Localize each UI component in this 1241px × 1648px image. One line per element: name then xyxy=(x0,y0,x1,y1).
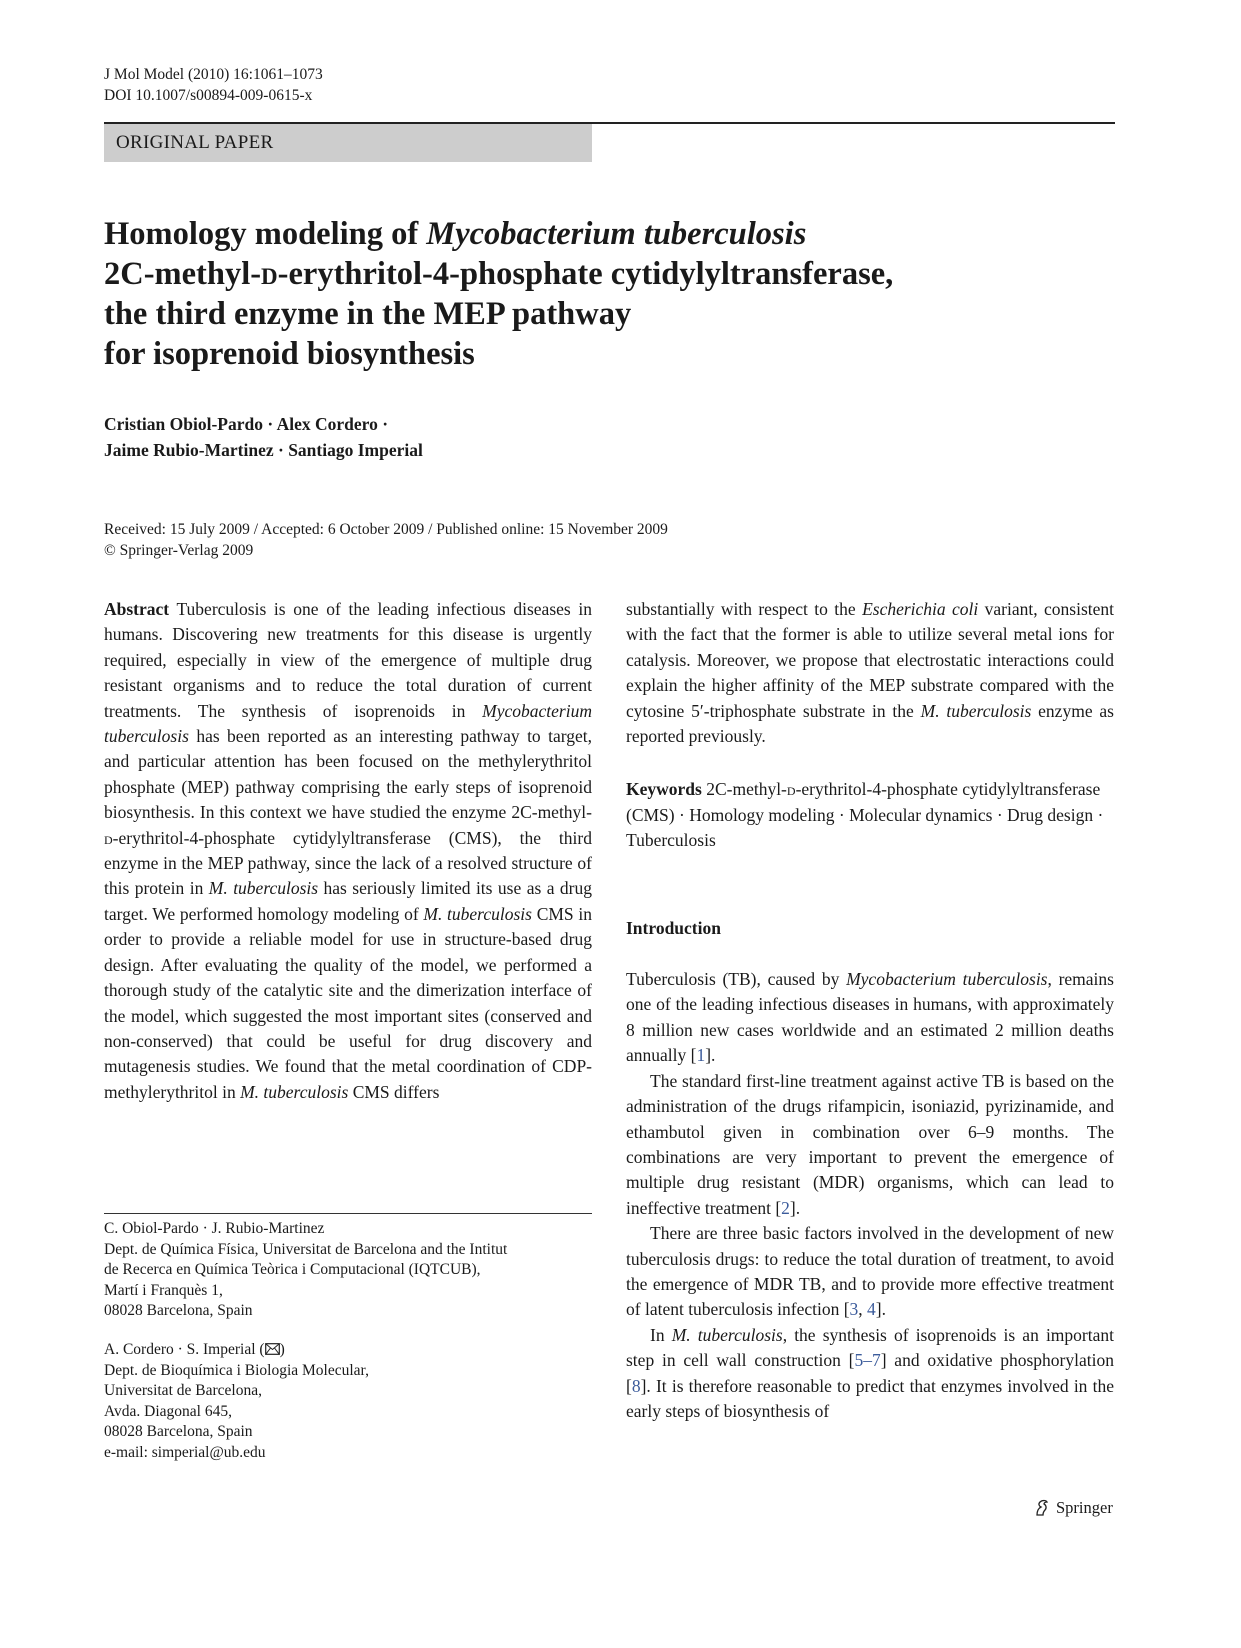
footnote-rule xyxy=(104,1213,592,1214)
doi: DOI 10.1007/s00894-009-0615-x xyxy=(104,87,313,104)
intro-paragraph-2 xyxy=(626,1069,1114,1221)
abstract-italic: M. tuberculosis xyxy=(240,1081,349,1102)
affiliation-text: A. Cordero · S. Imperial ( xyxy=(104,1340,265,1358)
abstract-italic: M. tuberculosis xyxy=(423,903,532,924)
abstract-italic: M. tuberculosis xyxy=(920,700,1032,721)
title-small-caps: d xyxy=(261,256,278,292)
intro-text: ]. xyxy=(705,1045,716,1066)
keywords-text: -erythritol-4-phosphate cytidylyltransferase (CMS) · Homology modeling · Molecular dynamics · Drug design · Tuberculosis xyxy=(626,779,1104,851)
intro-text: Tuberculosis (TB), caused by xyxy=(626,969,847,990)
intro-text: ] and oxidative phosphorylation [ xyxy=(626,1350,1114,1396)
citation-link[interactable]: 1 xyxy=(696,1045,706,1066)
affiliation-line: de Recerca en Química Teòrica i Computacional (IQTCUB), xyxy=(104,1261,481,1279)
abstract-italic: Escherichia coli xyxy=(862,599,979,619)
author-list xyxy=(104,411,423,463)
affiliation-line: Dept. de Bioquímica i Biologia Molecular, xyxy=(104,1361,369,1379)
title-species: Mycobacterium tuberculosis xyxy=(426,216,807,252)
affiliation-line: 08028 Barcelona, Spain xyxy=(104,1302,253,1320)
abstract-text: -erythritol-4-phosphate cytidylyltransferase (CMS), the third enzyme in the MEP pathway, since the lack of a resolved structure of this protein in xyxy=(104,827,592,899)
affiliations-footnote xyxy=(104,1219,592,1464)
title-line-2 xyxy=(104,254,1104,294)
abstract-text: substantially with respect to the xyxy=(626,599,863,619)
authors-line-2: Jaime Rubio-Martinez · Santiago Imperial xyxy=(104,440,423,460)
intro-paragraph-3 xyxy=(626,1221,1114,1323)
abstract-left-column xyxy=(104,597,592,1105)
abstract-text: has been reported as an interesting pathway to target, and particular attention has been focused on the methylerythritol phosphate (MEP) pathway comprising the early steps of isoprenoid biosynthesis. In this context we have studied the enzyme 2C-methyl- xyxy=(104,726,592,823)
received-accepted-published: Received: 15 July 2009 / Accepted: 6 October 2009 / Published online: 15 November 2009 xyxy=(104,521,668,538)
keywords-text: 2C-methyl- xyxy=(701,779,787,800)
citation-link[interactable]: 8 xyxy=(631,1375,641,1396)
intro-paragraph-1 xyxy=(626,967,1114,1069)
affiliation-line: 08028 Barcelona, Spain xyxy=(104,1423,253,1441)
title-line-1 xyxy=(104,214,1104,254)
section-tag xyxy=(104,124,592,162)
intro-italic: Mycobacterium tuberculosis xyxy=(846,969,1048,990)
abstract-text: Tuberculosis is one of the leading infectious diseases in humans. Discovering new treatments for this disease is urgently required, especially in view of the emergence of multiple drug resistant organisms and to reduce the total duration of current treatments. The synthesis of isoprenoids in xyxy=(104,599,592,721)
abstract-italic: Mycobacterium tuberculosis xyxy=(104,700,592,747)
citation-link[interactable]: 2 xyxy=(781,1197,790,1218)
intro-text: There are three basic factors involved in the development of new tuberculosis drugs: to reduce the total duration of treatment, to avoid the emergence of MDR TB, and to provide more effective treatment of latent tuberculosis infection [ xyxy=(626,1223,1114,1320)
keywords-small-caps: d xyxy=(786,779,796,800)
publication-dates xyxy=(104,519,668,561)
title-text: -erythritol-4-phosphate cytidylyltransferase, xyxy=(277,256,894,292)
affiliation-authors-b xyxy=(104,1340,592,1361)
keywords-heading: Keywords xyxy=(626,779,702,800)
copyright: © Springer-Verlag 2009 xyxy=(104,542,254,559)
intro-text: , the synthesis of isoprenoids is an important step in cell wall construction [ xyxy=(626,1324,1114,1371)
abstract-text: CMS differs xyxy=(348,1081,440,1102)
introduction-heading: Introduction xyxy=(626,917,721,938)
journal-header xyxy=(104,64,323,106)
abstract-paragraph xyxy=(104,597,592,1105)
paper-title xyxy=(104,214,1104,374)
title-text: 2C-methyl- xyxy=(104,256,262,292)
abstract-text: variant, consistent with the fact that the former is able to utilize several metal ions for catalysis. Moreover, we propose that electrostatic interactions could explain the higher affinity of the MEP substrate compared with the cytosine 5′-triphosphate substrate in the xyxy=(626,599,1115,721)
citation-link[interactable]: 3 xyxy=(849,1299,859,1320)
intro-text: ]. xyxy=(875,1299,886,1320)
intro-italic: M. tuberculosis xyxy=(671,1324,783,1345)
affiliation-authors-a: C. Obiol-Pardo · J. Rubio-Martinez xyxy=(104,1220,325,1237)
keywords xyxy=(626,777,1114,853)
intro-text: ]. It is therefore reasonable to predict that enzymes involved in the early steps of biosynthesis of xyxy=(626,1375,1114,1421)
citation-link[interactable]: 5–7 xyxy=(854,1350,881,1371)
authors-line-1: Cristian Obiol-Pardo · Alex Cordero · xyxy=(104,414,389,434)
title-text: Homology modeling of xyxy=(104,216,427,252)
abstract-text: has seriously limited its use as a drug target. We performed homology modeling of xyxy=(104,878,592,924)
email-line: e-mail: simperial@ub.edu xyxy=(104,1443,266,1461)
publisher-name: Springer xyxy=(1056,1498,1113,1517)
affiliation-text: ) xyxy=(279,1340,285,1358)
intro-paragraph-4 xyxy=(626,1323,1114,1425)
abstract-text: CMS in order to provide a reliable model for use in structure-based drug design. After evaluating the quality of the model, we performed a thorough study of the catalytic site and the dimerization interface of the model, which suggested the most important sites (conserved and non-conserved) that could be useful for drug discovery and mutagenesis studies. We found that the metal coordination of CDP-methylerythritol in xyxy=(104,903,593,1102)
citation-link[interactable]: 4 xyxy=(867,1299,876,1320)
section-tag-label: ORIGINAL PAPER xyxy=(116,132,274,153)
abstract-italic: M. tuberculosis xyxy=(208,878,319,899)
abstract-continued xyxy=(626,597,1114,749)
title-line-3: the third enzyme in the MEP pathway xyxy=(104,296,632,332)
journal-citation: J Mol Model (2010) 16:1061–1073 xyxy=(104,66,323,83)
springer-horse-icon xyxy=(1033,1499,1051,1517)
abstract-small-caps: d xyxy=(104,827,113,848)
publisher-logo xyxy=(1033,1498,1113,1518)
intro-text: , remains one of the leading infectious diseases in humans, with approximately 8 million new cases worldwide and an estimated 2 million deaths annually [ xyxy=(626,969,1114,1066)
affiliation-line: Universitat de Barcelona, xyxy=(104,1382,262,1400)
affiliation-line: Avda. Diagonal 645, xyxy=(104,1402,232,1420)
intro-text: , xyxy=(858,1299,868,1320)
right-column xyxy=(626,597,1114,1424)
abstract-heading: Abstract xyxy=(104,599,170,619)
affiliation-line: Martí i Franquès 1, xyxy=(104,1281,223,1299)
affiliation-line: Dept. de Química Física, Universitat de Barcelona and the Intitut xyxy=(104,1240,508,1258)
abstract-text: enzyme as reported previously. xyxy=(626,700,1114,747)
title-line-4: for isoprenoid biosynthesis xyxy=(104,336,475,372)
envelope-icon xyxy=(265,1343,280,1355)
intro-text: In xyxy=(650,1324,672,1345)
intro-text: ]. xyxy=(789,1197,801,1218)
intro-text: The standard first-line treatment against active TB is based on the administration of the drugs rifampicin, isoniazid, pyrizinamide, and ethambutol given in combination over 6–9 months. The combinations are very important to prevent the emergence of multiple drug resistant (MDR) organisms, which can lead to ineffective treatment [ xyxy=(626,1070,1114,1218)
